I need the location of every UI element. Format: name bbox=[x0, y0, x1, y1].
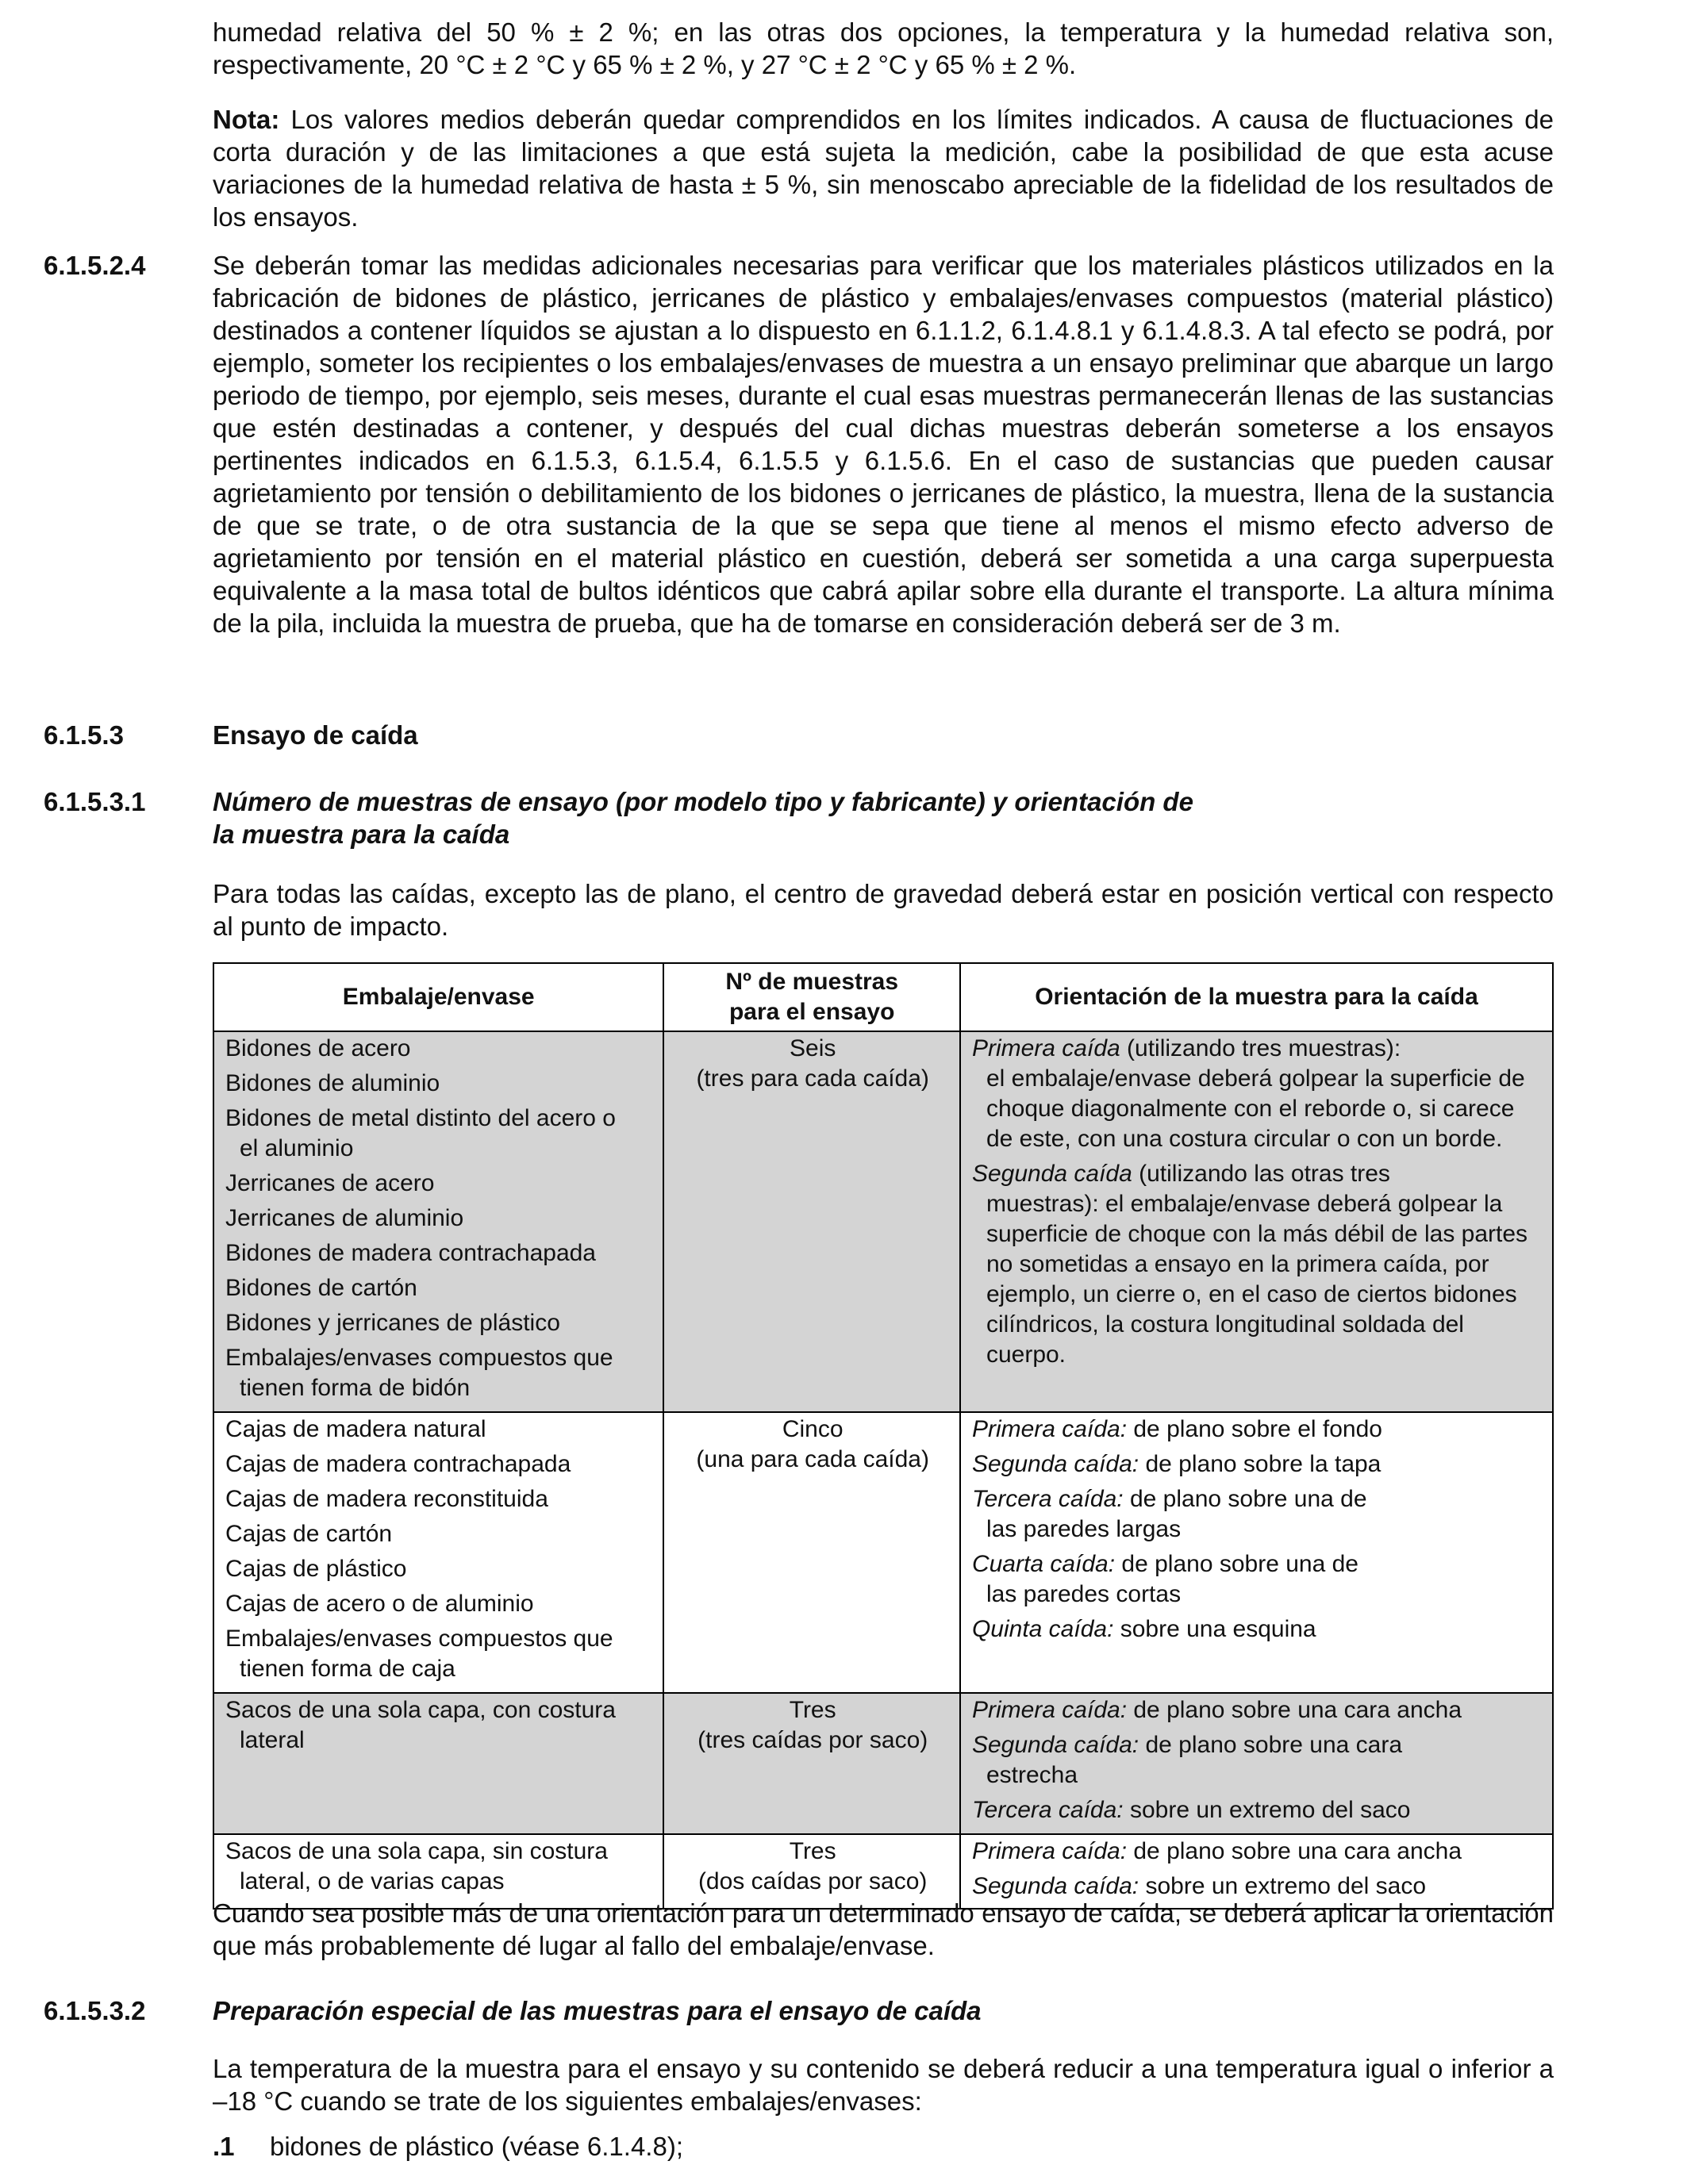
sample-count: Seis bbox=[790, 1035, 836, 1061]
packaging-item-text: Embalajes/envases compuestos que bbox=[225, 1626, 613, 1652]
packaging-item-continuation: lateral bbox=[240, 1727, 305, 1753]
drop-label: Primera caída: bbox=[971, 1838, 1128, 1864]
cell-sample-count bbox=[663, 1031, 960, 1412]
packaging-item bbox=[225, 1273, 653, 1303]
drop-description-continuation: muestras): el embalaje/envase deberá golpear la superficie de choque con la más débil de las partes no sometidas a ensayo en la primera caída, por ejemplo, un cierre o, en el caso de ciertos bidones cilíndricos, la costura longitudinal soldada del cuerpo. bbox=[986, 1191, 1528, 1368]
drop-description: (utilizando las otras tres bbox=[1132, 1161, 1390, 1187]
packaging-item-text: Bidones de acero bbox=[225, 1035, 411, 1061]
orientation-entry bbox=[972, 1695, 1543, 1725]
orientation-entry bbox=[972, 1484, 1543, 1545]
section-number-6-1-5-3-2: 6.1.5.3.2 bbox=[44, 1996, 146, 2025]
drop-description-continuation: estrecha bbox=[986, 1762, 1078, 1788]
sample-count: Tres bbox=[789, 1838, 836, 1864]
packaging-item-continuation: el aluminio bbox=[240, 1135, 354, 1161]
cell-packaging bbox=[213, 1412, 663, 1693]
drop-label: Tercera caída: bbox=[971, 1486, 1124, 1512]
header-packaging: Embalaje/envase bbox=[213, 963, 663, 1031]
drop-label: Tercera caída: bbox=[971, 1797, 1124, 1823]
packaging-item bbox=[225, 1554, 653, 1584]
drop-description: de plano sobre una cara ancha bbox=[1127, 1838, 1462, 1864]
cell-sample-count bbox=[663, 1693, 960, 1834]
section-6-1-5-3-title: Ensayo de caída bbox=[213, 720, 418, 750]
sample-count: Tres bbox=[789, 1697, 836, 1723]
table-row bbox=[213, 1693, 1553, 1834]
packaging-item bbox=[225, 1104, 653, 1164]
orientation-entry bbox=[972, 1549, 1543, 1610]
packaging-item-continuation: lateral, o de varias capas bbox=[240, 1868, 505, 1894]
orientation-entry bbox=[972, 1837, 1543, 1867]
drop-description: de plano sobre una de bbox=[1115, 1551, 1358, 1577]
drop-label: Primera caída bbox=[971, 1035, 1120, 1061]
packaging-item bbox=[225, 1837, 653, 1897]
packaging-item bbox=[225, 1034, 653, 1064]
drop-description-continuation: las paredes largas bbox=[986, 1516, 1182, 1542]
drop-description: de plano sobre una cara bbox=[1139, 1732, 1403, 1758]
packaging-item-text: Bidones de cartón bbox=[225, 1275, 417, 1301]
packaging-item-text: Bidones de aluminio bbox=[225, 1070, 440, 1096]
section-number-6-1-5-3-1: 6.1.5.3.1 bbox=[44, 787, 146, 816]
header-orientation: Orientación de la muestra para la caída bbox=[960, 963, 1553, 1031]
packaging-item bbox=[225, 1169, 653, 1199]
table-header-row bbox=[213, 963, 1553, 1031]
sample-count-detail: (tres caídas por saco) bbox=[697, 1727, 928, 1753]
drop-description: sobre una esquina bbox=[1113, 1616, 1316, 1642]
packaging-item-text: Bidones de madera contrachapada bbox=[225, 1240, 596, 1266]
drop-label: Primera caída: bbox=[971, 1697, 1128, 1723]
packaging-item bbox=[225, 1519, 653, 1549]
orientation-entry bbox=[972, 1730, 1543, 1791]
packaging-item-text: Cajas de acero o de aluminio bbox=[225, 1591, 534, 1617]
packaging-item-text: Jerricanes de aluminio bbox=[225, 1205, 464, 1231]
drop-label: Cuarta caída: bbox=[971, 1551, 1116, 1577]
nota-text: Los valores medios deberán quedar comprendidos en los límites indicados. A causa de fluctuaciones de corta duración y de las limitaciones a que está sujeta la medición, cabe la posibilidad de que esta acuse variaciones de la humedad relativa de hasta ± 5 %, sin menoscabo apreciable de la fidelidad de los resultados de los ensayos. bbox=[213, 105, 1554, 232]
drop-label: Segunda caída: bbox=[971, 1873, 1139, 1899]
section-6-1-5-3-2-text: La temperatura de la muestra para el ensayo y su contenido se deberá reducir a una temperatura igual o inferior a –18 °C cuando se trate de los siguientes embalajes/envases: bbox=[213, 2054, 1554, 2116]
packaging-item bbox=[225, 1624, 653, 1684]
packaging-item-continuation: tienen forma de caja bbox=[240, 1656, 455, 1682]
header-sample-count bbox=[663, 963, 960, 1031]
packaging-item-text: Bidones y jerricanes de plástico bbox=[225, 1310, 560, 1336]
list-item-text: bidones de plástico (véase 6.1.4.8); bbox=[270, 2132, 683, 2161]
sample-count: Cinco bbox=[782, 1416, 844, 1442]
section-number-6-1-5-3: 6.1.5.3 bbox=[44, 720, 124, 750]
cell-orientation bbox=[960, 1412, 1553, 1693]
packaging-item-continuation: tienen forma de bidón bbox=[240, 1375, 471, 1401]
section-6-1-5-3-1-title-line2: la muestra para la caída bbox=[213, 819, 510, 849]
packaging-item bbox=[225, 1695, 653, 1756]
table-row bbox=[213, 1031, 1553, 1412]
section-6-1-5-3-1-title bbox=[213, 785, 1193, 850]
nota-paragraph bbox=[213, 103, 1554, 233]
cell-orientation bbox=[960, 1693, 1553, 1834]
orientation-entry bbox=[972, 1034, 1543, 1154]
packaging-item-text: Cajas de plástico bbox=[225, 1556, 407, 1582]
intro-paragraph: humedad relativa del 50 % ± 2 %; en las otras dos opciones, la temperatura y la humedad relativa son, respectivamente, 20 °C ± 2 °C y 65 % ± 2 %, y 27 °C ± 2 °C y 65 % ± 2 %. bbox=[213, 17, 1554, 79]
drop-description: de plano sobre una cara ancha bbox=[1127, 1697, 1462, 1723]
drop-test-table bbox=[213, 962, 1554, 1910]
section-6-1-5-3-1-text: Para todas las caídas, excepto las de plano, el centro de gravedad deberá estar en posición vertical con respecto al punto de impacto. bbox=[213, 879, 1554, 941]
cell-packaging bbox=[213, 1693, 663, 1834]
packaging-item bbox=[225, 1238, 653, 1269]
orientation-entry bbox=[972, 1414, 1543, 1445]
drop-description-continuation: el embalaje/envase deberá golpear la superficie de choque diagonalmente con el reborde o, si carece de este, con una costura circular o con un borde. bbox=[986, 1065, 1525, 1152]
packaging-item-text: Bidones de metal distinto del acero o bbox=[225, 1105, 616, 1131]
after-table-paragraph: Cuando sea posible más de una orientación para un determinado ensayo de caída, se deberá aplicar la orientación que más probablemente dé lugar al fallo del embalaje/envase. bbox=[213, 1898, 1554, 1960]
packaging-item bbox=[225, 1343, 653, 1403]
table-row bbox=[213, 1412, 1553, 1693]
section-number-6-1-5-2-4: 6.1.5.2.4 bbox=[44, 251, 146, 280]
packaging-item-text: Cajas de madera reconstituida bbox=[225, 1486, 548, 1512]
orientation-entry bbox=[972, 1614, 1543, 1645]
packaging-item bbox=[225, 1308, 653, 1338]
section-6-1-5-3-1-title-line1: Número de muestras de ensayo (por modelo tipo y fabricante) y orientación de bbox=[213, 787, 1193, 816]
packaging-item-text: Sacos de una sola capa, sin costura bbox=[225, 1838, 608, 1864]
packaging-item bbox=[225, 1069, 653, 1099]
header-sample-count-line1: Nº de muestras bbox=[725, 969, 899, 995]
packaging-item bbox=[225, 1589, 653, 1619]
drop-label: Quinta caída: bbox=[971, 1616, 1114, 1642]
packaging-item bbox=[225, 1449, 653, 1480]
packaging-item-text: Embalajes/envases compuestos que bbox=[225, 1345, 613, 1371]
drop-description: de plano sobre la tapa bbox=[1139, 1451, 1381, 1477]
packaging-item-text: Jerricanes de acero bbox=[225, 1170, 435, 1196]
drop-label: Primera caída: bbox=[971, 1416, 1128, 1442]
sample-count-detail: (una para cada caída) bbox=[696, 1446, 929, 1472]
orientation-entry bbox=[972, 1795, 1543, 1825]
orientation-entry bbox=[972, 1159, 1543, 1370]
sample-count-detail: (tres para cada caída) bbox=[696, 1065, 929, 1092]
sample-count-detail: (dos caídas por saco) bbox=[697, 1868, 928, 1894]
packaging-item-text: Cajas de cartón bbox=[225, 1521, 393, 1547]
section-6-1-5-3-2-title: Preparación especial de las muestras para el ensayo de caída bbox=[213, 1996, 982, 2025]
packaging-item-text: Cajas de madera natural bbox=[225, 1416, 486, 1442]
drop-description-continuation: las paredes cortas bbox=[986, 1581, 1182, 1607]
packaging-item bbox=[225, 1414, 653, 1445]
drop-description: sobre un extremo del saco bbox=[1139, 1873, 1427, 1899]
drop-description: sobre un extremo del saco bbox=[1123, 1797, 1411, 1823]
list-item-number: .1 bbox=[213, 2132, 235, 2161]
packaging-item bbox=[225, 1484, 653, 1514]
drop-description: (utilizando tres muestras): bbox=[1120, 1035, 1401, 1061]
packaging-item-text: Sacos de una sola capa, con costura bbox=[225, 1697, 616, 1723]
packaging-item-text: Cajas de madera contrachapada bbox=[225, 1451, 571, 1477]
packaging-item bbox=[225, 1203, 653, 1234]
section-6-1-5-2-4-text: Se deberán tomar las medidas adicionales necesarias para verificar que los materiales plásticos utilizados en la fabricación de bidones de plástico, jerricanes de plástico y embalajes/envases compuestos (material plástico) destinados a contener líquidos se ajustan a lo dispuesto en 6.1.1.2, 6.1.4.8.1 y 6.1.4.8.3. A tal efecto se podrá, por ejemplo, someter los recipientes o los embalajes/envases de muestra a un ensayo preliminar que abarque un largo periodo de tiempo, por ejemplo, seis meses, durante el cual esas muestras permanecerán llenas de las sustancias que estén destinadas a contener, y después del cual dichas muestras deberán someterse a los ensayos pertinentes indicados en 6.1.5.3, 6.1.5.4, 6.1.5.5 y 6.1.5.6. En el caso de sustancias que pueden causar agrietamiento por tensión o debilitamiento de los bidones o jerricanes de plástico, la muestra, llena de la sustancia de que se trate, o de otra sustancia de la que se sepa que tiene al menos el mismo efecto adverso de agrietamiento por tensión en el material plástico en cuestión, deberá ser sometida a una carga superpuesta equivalente a la masa total de bultos idénticos que cabrá apilar sobre ella durante el transporte. La altura mínima de la pila, incluida la muestra de prueba, que ha de tomarse en consideración deberá ser de 3 m. bbox=[213, 251, 1554, 638]
orientation-entry bbox=[972, 1449, 1543, 1480]
drop-label: Segunda caída: bbox=[971, 1451, 1139, 1477]
cell-orientation bbox=[960, 1031, 1553, 1412]
drop-label: Segunda caída bbox=[971, 1161, 1132, 1187]
drop-label: Segunda caída: bbox=[971, 1732, 1139, 1758]
cell-sample-count bbox=[663, 1412, 960, 1693]
nota-label: Nota: bbox=[213, 105, 280, 134]
header-sample-count-line2: para el ensayo bbox=[728, 999, 895, 1025]
drop-description: de plano sobre el fondo bbox=[1127, 1416, 1382, 1442]
drop-description: de plano sobre una de bbox=[1123, 1486, 1367, 1512]
cell-packaging bbox=[213, 1031, 663, 1412]
